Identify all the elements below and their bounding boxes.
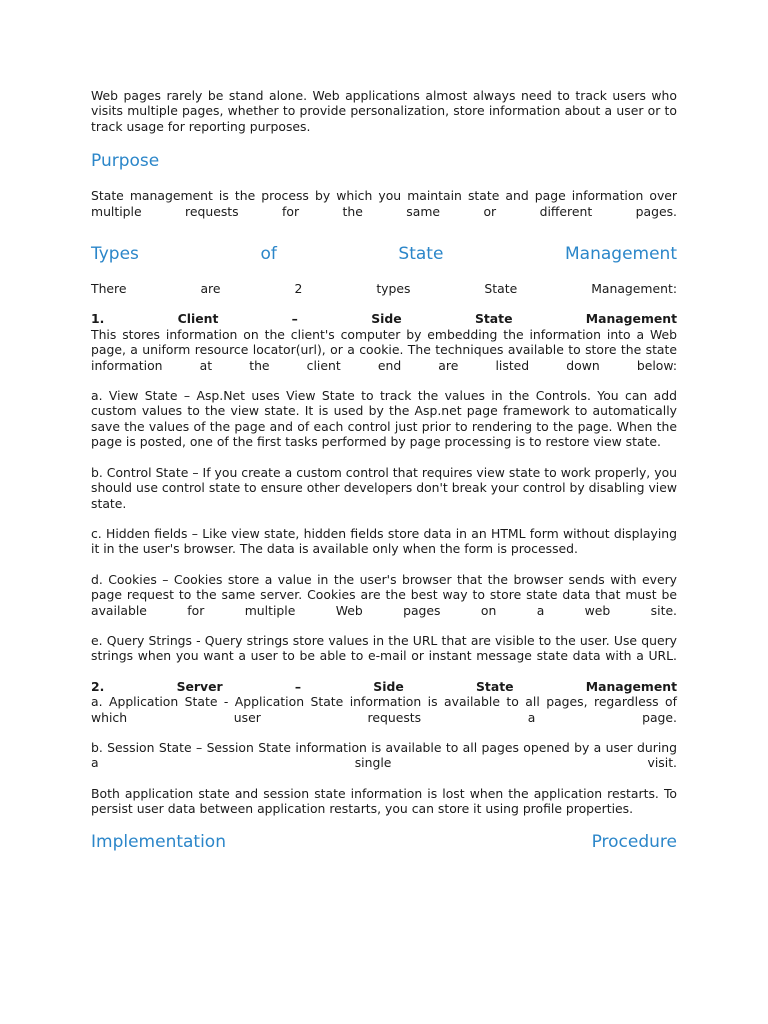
client-side-description: This stores information on the client's computer by embedding the information into a Web page, a uniform resource locator(url), or a cookie. The techniques available to store the state information at the client end are listed down below: [91,326,677,373]
types-intro: There are 2 types State Management: [91,281,677,297]
cookies-item: d. Cookies – Cookies store a value in the user's browser that the browser sends with every page request to the same server. Cookies are the best way to store state data that must be available for multiple Web pages on a web site. [91,571,677,618]
purpose-paragraph: State management is the process by which you maintain state and page information over multiple requests for the same or different pages. [91,188,677,219]
document-page [91,88,677,854]
closing-paragraph: Both application state and session state information is lost when the application restarts. To persist user data between application restarts, you can store it using profile properties. [91,785,677,817]
implementation-heading: Implementation Procedure [91,831,677,852]
purpose-heading: Purpose [91,151,160,172]
control-state-item: b. Control State – If you create a custom control that requires view state to work properly, you should use control state to ensure other developers don't break your control by disabling view state. [91,464,677,511]
application-state-item: a. Application State - Application State information is available to all pages, regardless of which user requests a page. [91,694,677,725]
session-state-item: b. Session State – Session State information is available to all pages opened by a user during a single visit. [91,739,677,771]
query-strings-item: e. Query Strings - Query strings store values in the URL that are visible to the user. Use query strings when you want a user to be able to e-mail or instant message state data with a URL. [91,632,677,664]
client-side-title: 1. Client – Side State Management [91,311,677,327]
intro-paragraph: Web pages rarely be stand alone. Web applications almost always need to track users who visits multiple pages, whether to provide personalization, store information about a user or to track usage for reporting purposes. [91,88,677,134]
view-state-item: a. View State – Asp.Net uses View State to track the values in the Controls. You can add custom values to the view state. It is used by the Asp.net page framework to automatically save the values of the page and of each control just prior to rendering to the page. When the page is posted, one of the first tasks performed by page processing is to restore view state. [91,388,677,450]
server-side-title: 2. Server – Side State Management [91,678,677,694]
types-heading: Types of State Management [91,244,677,265]
hidden-fields-item: c. Hidden fields – Like view state, hidden fields store data in an HTML form without displaying it in the user's browser. The data is available only when the form is processed. [91,525,677,557]
